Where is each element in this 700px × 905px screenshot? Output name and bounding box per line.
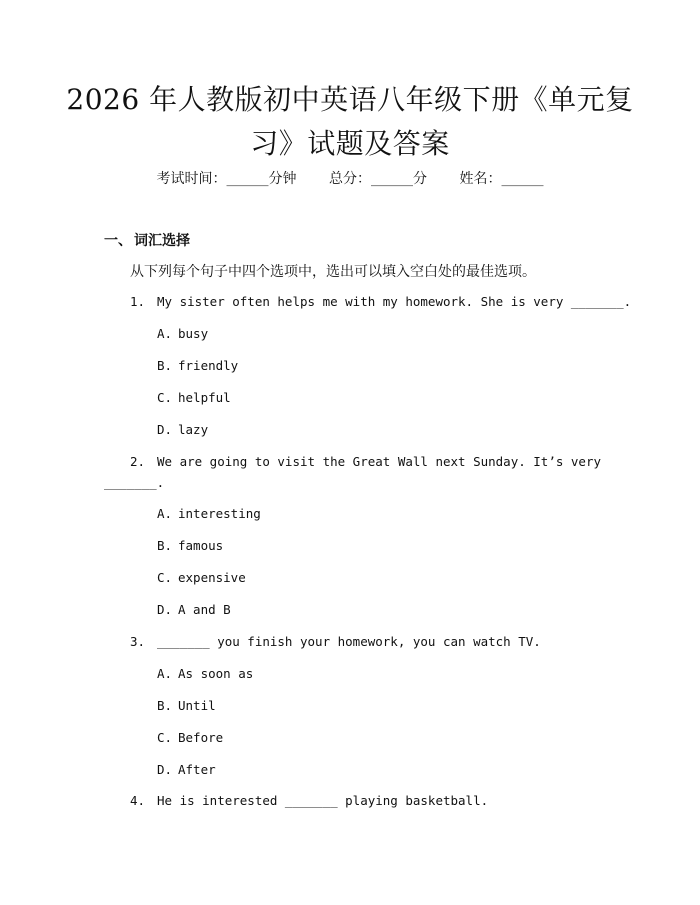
question-4 bbox=[130, 793, 488, 808]
section-title: 词汇选择 bbox=[134, 233, 190, 249]
option-1a: A. busy bbox=[157, 326, 209, 341]
section-number: 一、 bbox=[104, 233, 132, 249]
question-text: My sister often helps me with my homework. She is very _______. bbox=[157, 294, 632, 309]
student-name: 姓名：______ bbox=[459, 171, 544, 187]
option-2d: D. A and B bbox=[157, 602, 231, 617]
option-1c: C. helpful bbox=[157, 390, 231, 405]
question-text: We are going to visit the Great Wall next Sunday. It’s very bbox=[157, 454, 602, 469]
option-2b: B. famous bbox=[157, 538, 224, 553]
option-3b: B. Until bbox=[157, 698, 216, 713]
question-text: _______ you finish your homework, you can watch TV. bbox=[157, 634, 541, 649]
question-2-continuation: _______. bbox=[104, 475, 165, 490]
section-instruction: 从下列每个句子中四个选项中，选出可以填入空白处的最佳选项。 bbox=[130, 264, 536, 280]
exam-time: 考试时间：______分钟 bbox=[156, 171, 297, 187]
question-number: 2. bbox=[130, 454, 146, 469]
question-number: 1. bbox=[130, 294, 146, 309]
exam-info bbox=[0, 168, 700, 188]
option-3a: A. As soon as bbox=[157, 666, 254, 681]
question-number: 3. bbox=[130, 634, 146, 649]
option-3c: C. Before bbox=[157, 730, 224, 745]
question-3 bbox=[130, 634, 541, 649]
section-heading bbox=[104, 230, 190, 250]
question-number: 4. bbox=[130, 793, 146, 808]
option-1d: D. lazy bbox=[157, 422, 209, 437]
exam-total-score: 总分：______分 bbox=[329, 171, 427, 187]
question-1 bbox=[130, 294, 631, 309]
title-line-2: 习》试题及答案 bbox=[250, 127, 450, 160]
option-3d: D. After bbox=[157, 762, 216, 777]
option-2a: A. interesting bbox=[157, 506, 261, 521]
option-1b: B. friendly bbox=[157, 358, 239, 373]
option-2c: C. expensive bbox=[157, 570, 246, 585]
question-text: He is interested _______ playing basketball. bbox=[157, 793, 489, 808]
title-line-1: 2026 年人教版初中英语八年级下册《单元复 bbox=[66, 83, 634, 116]
document-title bbox=[60, 78, 640, 166]
question-2 bbox=[130, 454, 601, 469]
